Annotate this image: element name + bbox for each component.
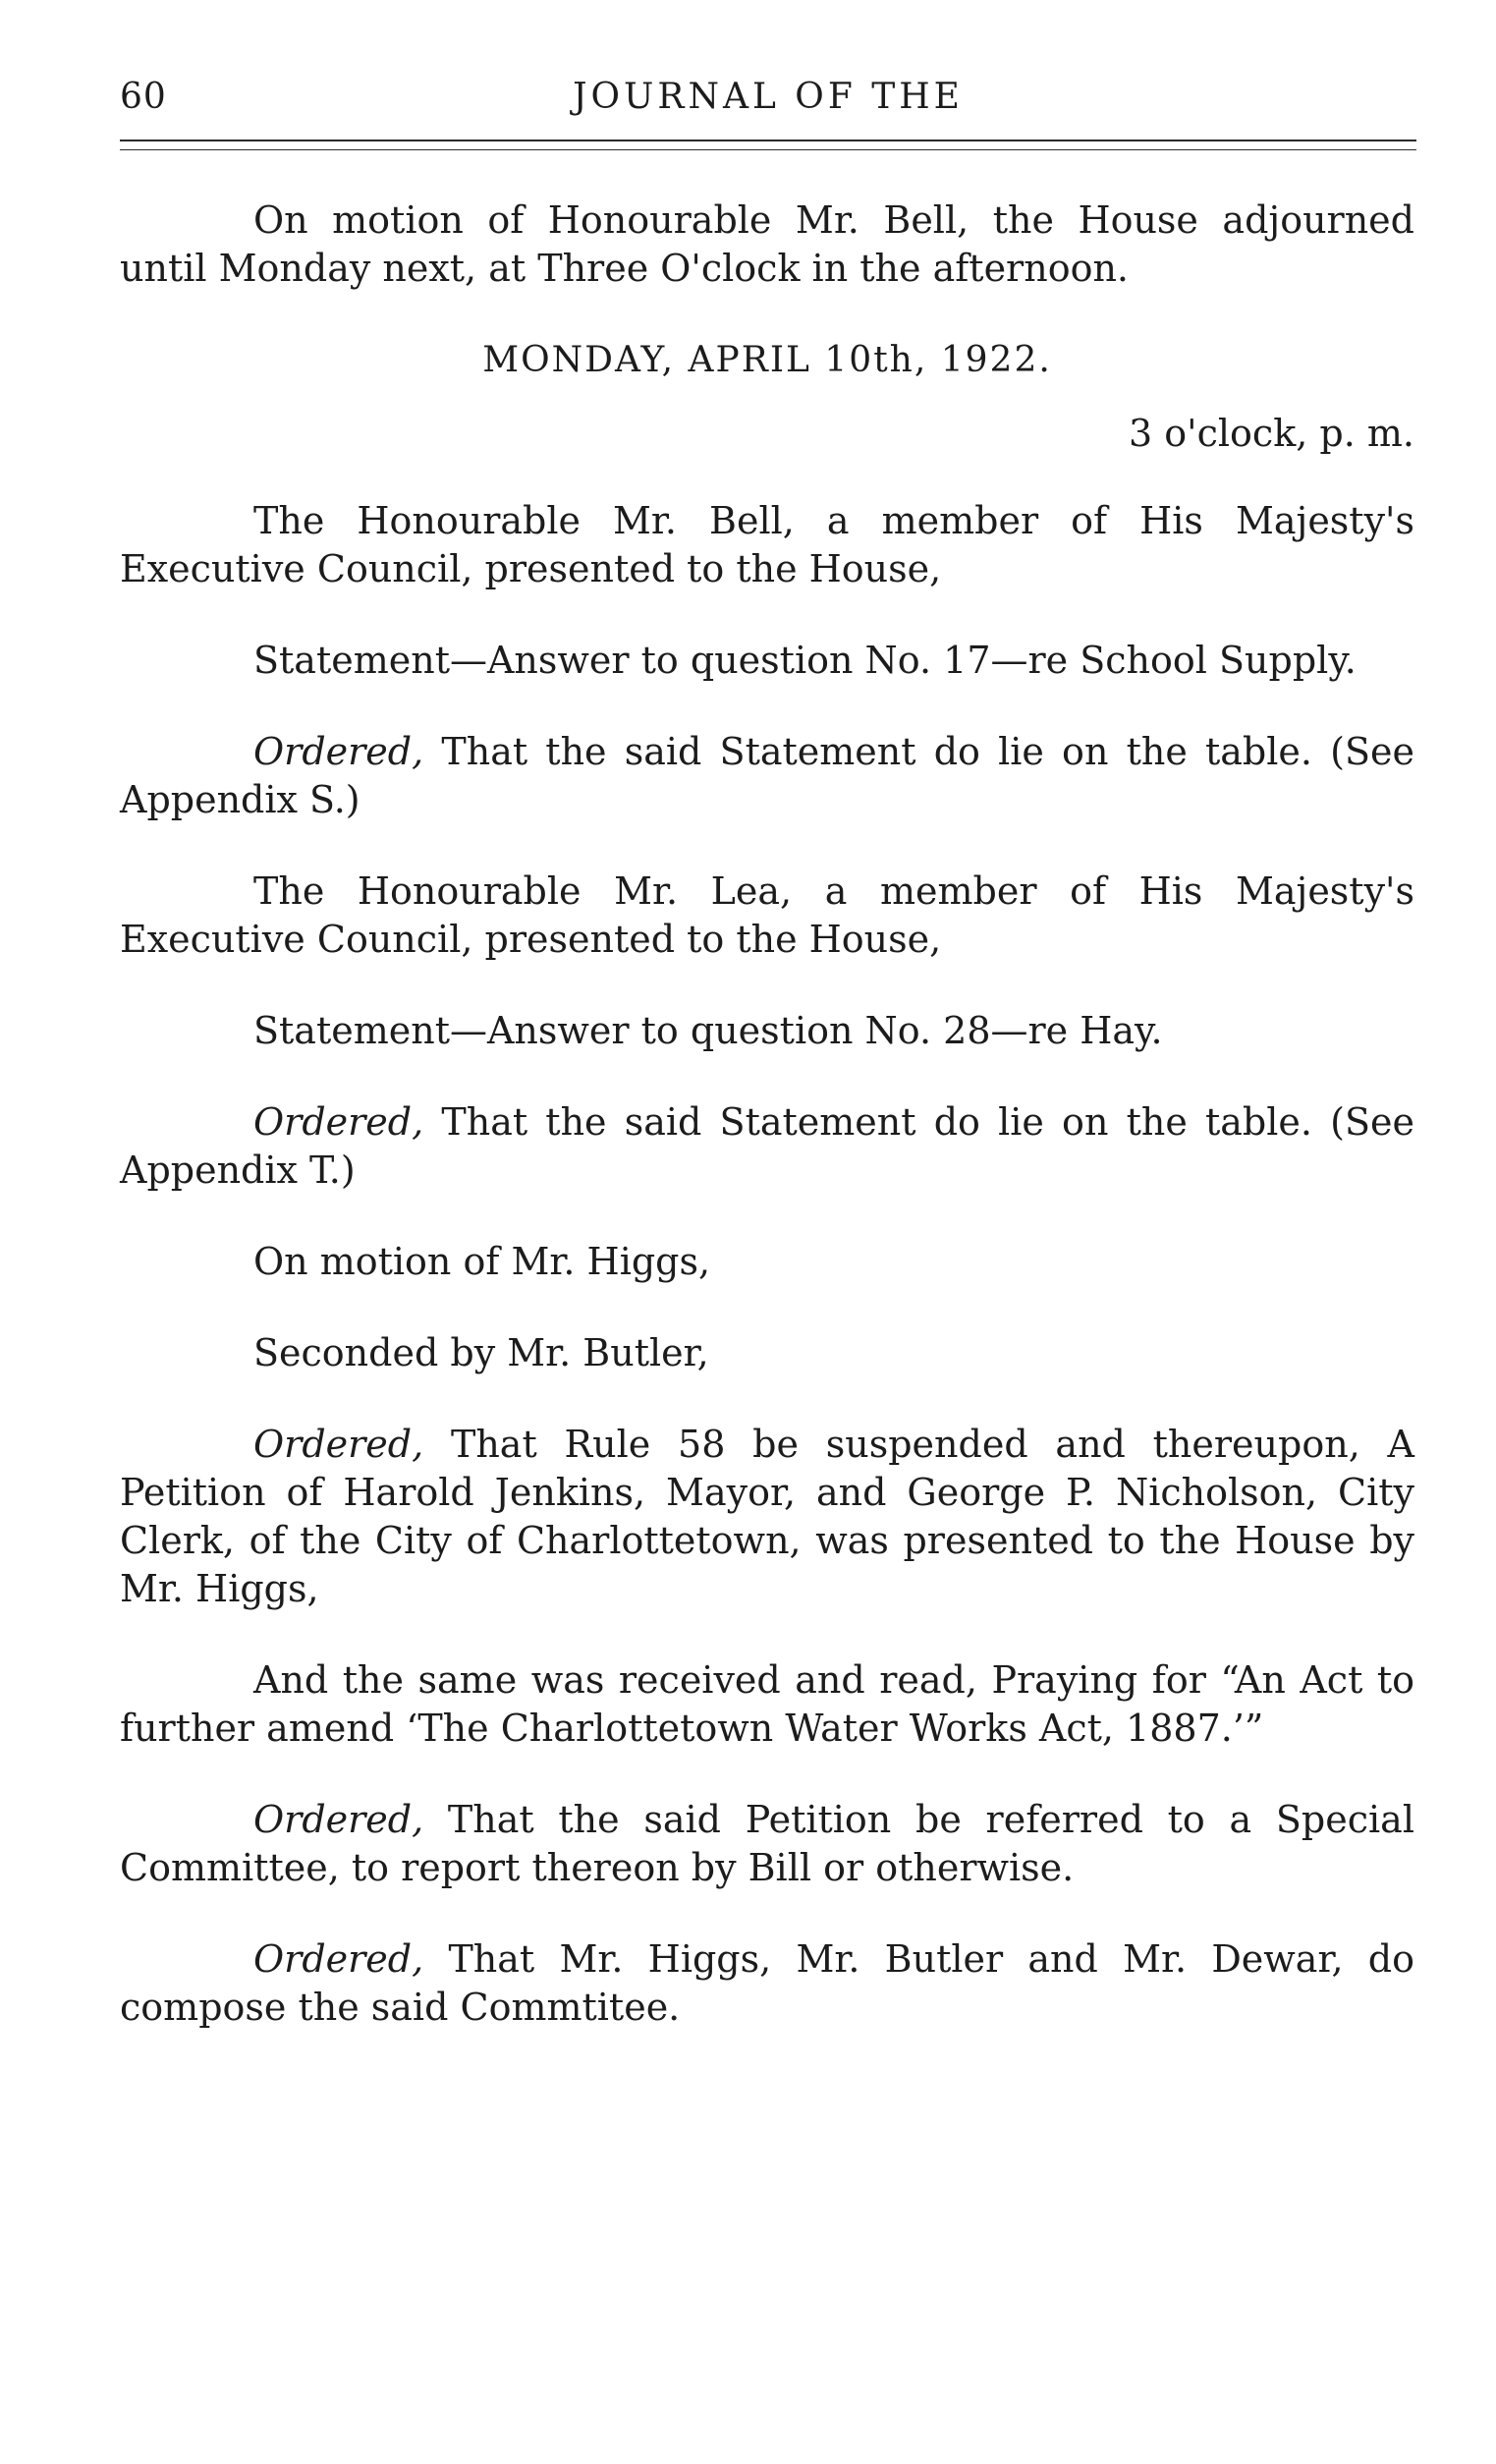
- running-head: JOURNAL OF THE: [573, 77, 964, 117]
- ordered-text: That the said Statement do lie on the table. (See Appendix T.): [120, 1100, 1414, 1192]
- journal-body: [120, 196, 1414, 2075]
- ordered-word: Ordered,: [253, 1798, 424, 1841]
- ordered-text: That the said Statement do lie on the table. (See Appendix S.): [120, 730, 1414, 821]
- ordered-appendix-t-paragraph: [120, 1098, 1414, 1195]
- statement-28-paragraph: Statement—Answer to question No. 28—re Hay.: [253, 1009, 1163, 1052]
- statement-17-paragraph: Statement—Answer to question No. 17—re School Supply.: [253, 639, 1357, 682]
- motion-line: On motion of Mr. Higgs,: [253, 1240, 711, 1283]
- date-heading: MONDAY, APRIL 10th, 1922.: [482, 340, 1052, 380]
- header-rule-top: [120, 140, 1416, 141]
- petition-read-paragraph: And the same was received and read, Praying for “An Act to further amend ‘The Charlottetown Water Works Act, 1887.’”: [120, 1658, 1414, 1750]
- ordered-word: Ordered,: [253, 1937, 424, 1981]
- ordered-appendix-s-paragraph: [120, 728, 1414, 824]
- header-rule-bottom: [120, 149, 1416, 150]
- ordered-text: That the said Petition be referred to a Special Committee, to report thereon by Bill or otherwise.: [120, 1798, 1414, 1889]
- lea-presentation-paragraph: The Honourable Mr. Lea, a member of His Majesty's Executive Council, presented to the House,: [120, 869, 1414, 961]
- adjournment-paragraph: On motion of Honourable Mr. Bell, the House adjourned until Monday next, at Three O'clock in the afternoon.: [120, 198, 1414, 290]
- seconded-line: Seconded by Mr. Butler,: [253, 1331, 709, 1374]
- ordered-committee-members-paragraph: [120, 1935, 1414, 2032]
- sitting-time: 3 o'clock, p. m.: [1129, 412, 1414, 455]
- ordered-special-committee-paragraph: [120, 1796, 1414, 1892]
- ordered-text: That Rule 58 be suspended and thereupon, A Petition of Harold Jenkins, Mayor, and George P. Nicholson, City Clerk, of the City of Charlottetown, was presented to the House by Mr. Higgs,: [120, 1423, 1414, 1610]
- page-number: 60: [120, 77, 167, 117]
- ordered-word: Ordered,: [253, 1423, 424, 1466]
- ordered-text: That Mr. Higgs, Mr. Butler and Mr. Dewar, do compose the said Commtitee.: [120, 1937, 1414, 2029]
- bell-presentation-paragraph: The Honourable Mr. Bell, a member of His Majesty's Executive Council, presented to the House,: [120, 499, 1414, 590]
- page-header: [120, 77, 1416, 136]
- ordered-word: Ordered,: [253, 730, 424, 773]
- ordered-word: Ordered,: [253, 1100, 424, 1144]
- ordered-rule-58-paragraph: [120, 1421, 1414, 1613]
